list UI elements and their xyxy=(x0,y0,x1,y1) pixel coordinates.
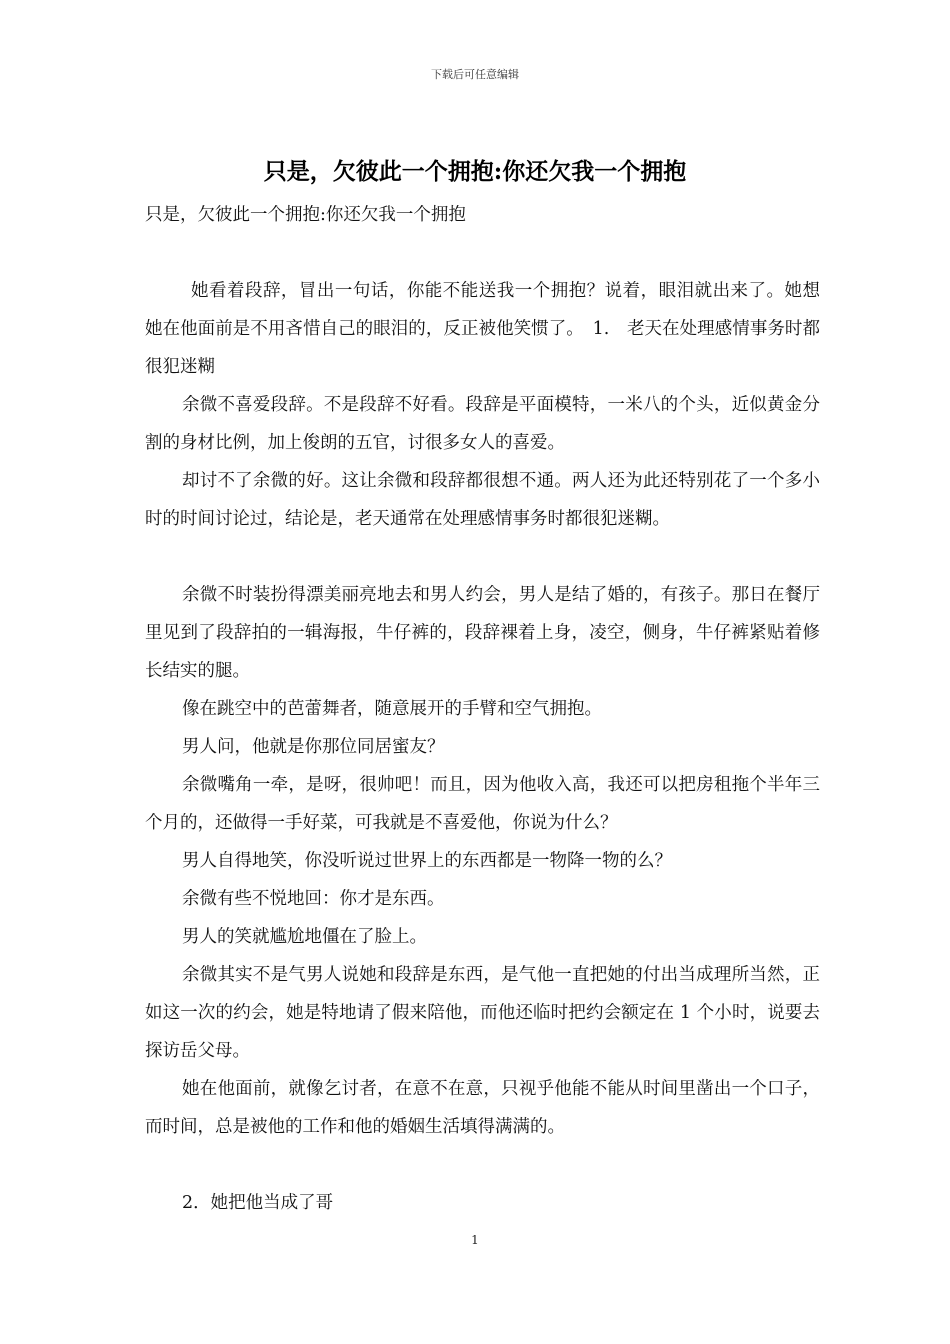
paragraph: 她在他面前，就像乞讨者，在意不在意，只视乎他能不能从时间里凿出一个口子，而时间，总是被他的工作和他的婚姻生活填得满满的。 xyxy=(145,1079,820,1137)
paragraph: 男人自得地笑，你没听说过世界上的东西都是一物降一物的么？ xyxy=(182,851,672,871)
page-number: 1 xyxy=(471,1233,479,1247)
document-title: 只是，欠彼此一个拥抱:你还欠我一个拥抱 xyxy=(263,158,687,185)
paragraph: 余微不喜爱段辞。不是段辞不好看。段辞是平面模特，一米八的个头，近似黄金分割的身材比例，加上俊朗的五官，讨很多女人的喜爱。 xyxy=(145,395,820,453)
paragraph: 男人的笑就尴尬地僵在了脸上。 xyxy=(182,927,427,947)
blank-line xyxy=(145,234,820,272)
paragraph: 却讨不了余微的好。这让余微和段辞都很想不通。两人还为此还特别花了一个多小时的时间讨论过，结论是，老天通常在处理感情事务时都很犯迷糊。 xyxy=(145,471,820,529)
paragraph: 余微嘴角一牵，是呀，很帅吧！而且，因为他收入高，我还可以把房租拖个半年三个月的，还做得一手好菜，可我就是不喜爱他，你说为什么？ xyxy=(145,775,820,833)
blank-line xyxy=(145,538,820,576)
paragraph: 男人问，他就是你那位同居蜜友？ xyxy=(182,737,445,757)
paragraph: 余微有些不悦地回：你才是东西。 xyxy=(182,889,445,909)
paragraph: 她看着段辞，冒出一句话，你能不能送我一个拥抱？说着，眼泪就出来了。她想她在他面前是不用吝惜自己的眼泪的，反正被他笑惯了。 1. 老天在处理感情事务时都很犯迷糊 xyxy=(145,281,820,377)
paragraph: 像在跳空中的芭蕾舞者，随意展开的手臂和空气拥抱。 xyxy=(182,699,602,719)
paragraph: 余微其实不是气男人说她和段辞是东西，是气他一直把她的付出当成理所当然，正如这一次的约会，她是特地请了假来陪他，而他还临时把约会额定在 1 个小时，说要去探访岳父母。 xyxy=(145,965,820,1061)
document-body xyxy=(145,196,820,1222)
paragraph: 余微不时装扮得漂美丽亮地去和男人约会，男人是结了婚的，有孩子。那日在餐厅里见到了段辞拍的一辑海报，牛仔裤的，段辞裸着上身，凌空，侧身，牛仔裤紧贴着修长结实的腿。 xyxy=(145,585,820,681)
blank-line xyxy=(145,1146,820,1184)
section-heading: 2．她把他当成了哥 xyxy=(182,1193,334,1213)
subtitle-line: 只是，欠彼此一个拥抱:你还欠我一个拥抱 xyxy=(145,205,466,225)
page-header: 下载后可任意编辑 xyxy=(431,68,519,81)
